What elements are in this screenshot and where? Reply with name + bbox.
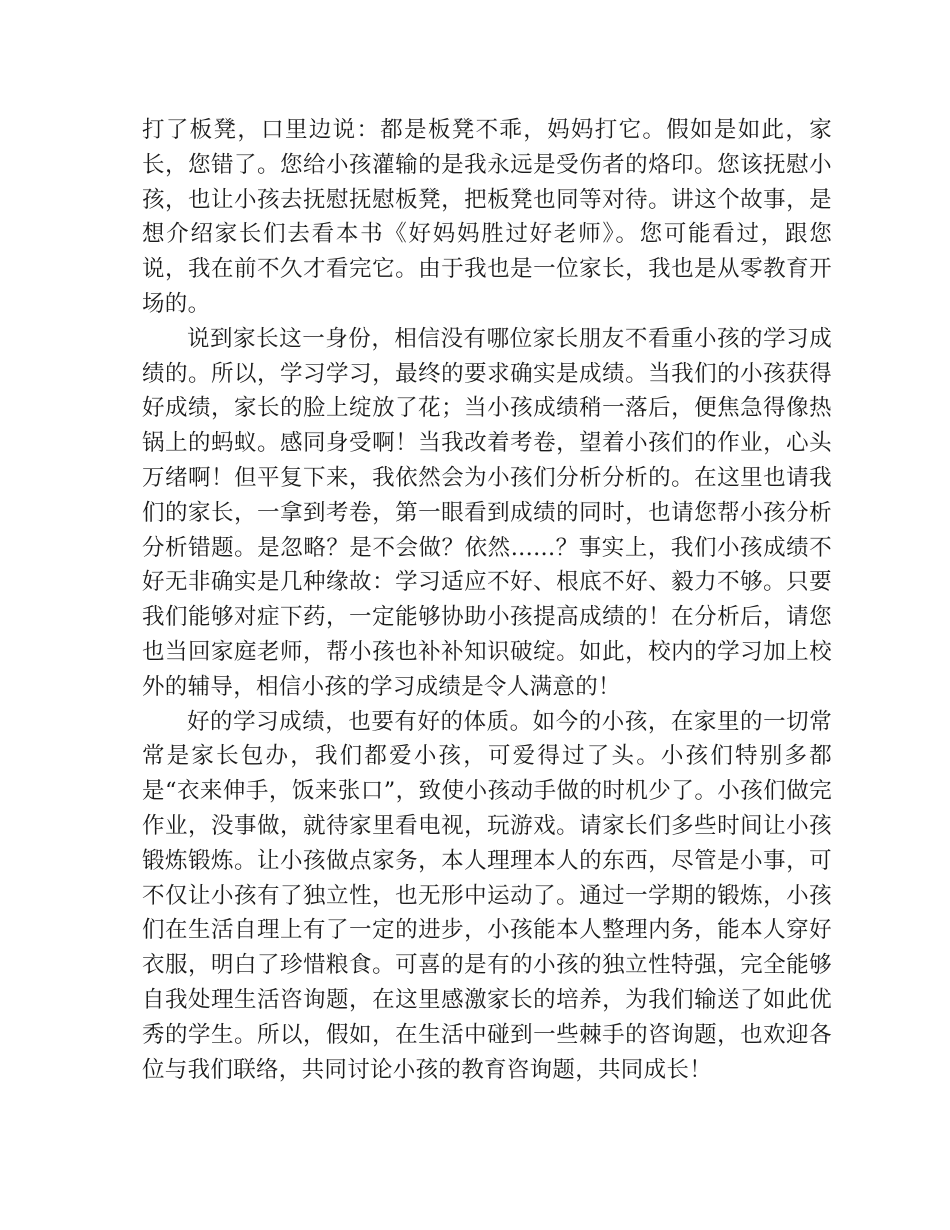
paragraph-physique: 好的学习成绩，也要有好的体质。如今的小孩，在家里的一切常常是家长包办，我们都爱小孩，可爱得过了头。小孩们特别多都是“衣来伸手，饭来张口”，致使小孩动手做的时机少了。小孩们做完作业，没事做，就待家里看电视，玩游戏。请家长们多些时间让小孩锻炼锻炼。让小孩做点家务，本人理理本人的东西，尽管是小事，可不仅让小孩有了独立性，也无形中运动了。通过一学期的锻炼，小孩们在生活自理上有了一定的进步，小孩能本人整理内务，能本人穿好衣服，明白了珍惜粮食。可喜的是有的小孩的独立性特强，完全能够自我处理生活咨询题，在这里感激家长的培养，为我们输送了如此优秀的学生。所以，假如，在生活中碰到一些棘手的咨询题，也欢迎各位与我们联络，共同讨论小孩的教育咨询题，共同成长！ [142,708,832,1083]
document-body [142,113,832,1087]
paragraph-continuation: 打了板凳，口里边说：都是板凳不乖，妈妈打它。假如是如此，家长，您错了。您给小孩灌输的是我永远是受伤者的烙印。您该抚慰小孩，也让小孩去抚慰抚慰板凳，把板凳也同等对待。讲这个故事，是想介绍家长们去看本书《好妈妈胜过好老师》。您可能看过，跟您说，我在前不久才看完它。由于我也是一位家长，我也是从零教育开场的。 [142,117,832,317]
paragraph-grades: 说到家长这一身份，相信没有哪位家长朋友不看重小孩的学习成绩的。所以，学习学习，最终的要求确实是成绩。当我们的小孩获得好成绩，家长的脸上绽放了花；当小孩成绩稍一落后，便焦急得像热锅上的蚂蚁。感同身受啊！当我改着考卷，望着小孩们的作业，心头万绪啊！但平复下来，我依然会为小孩们分析分析的。在这里也请我们的家长，一拿到考卷，第一眼看到成绩的同时，也请您帮小孩分析分析错题。是忽略？是不会做？依然......？事实上，我们小孩成绩不好无非确实是几种缘故：学习适应不好、根底不好、毅力不够。只要我们能够对症下药，一定能够协助小孩提高成绩的！在分析后，请您也当回家庭老师，帮小孩也补补知识破绽。如此，校内的学习加上校外的辅导，相信小孩的学习成绩是令人满意的！ [142,325,832,700]
